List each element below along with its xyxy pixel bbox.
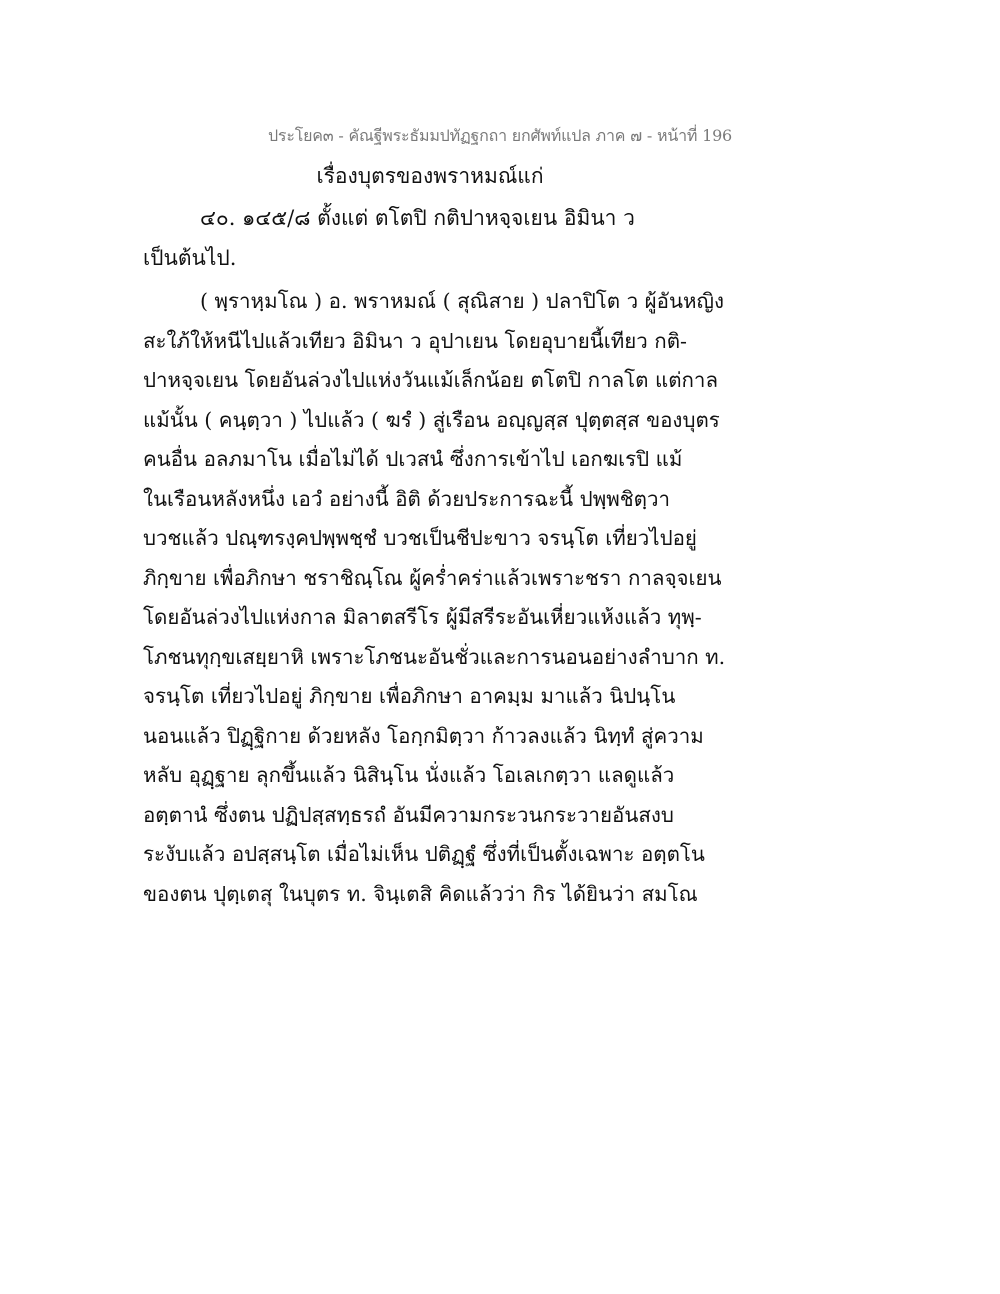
body-line: จรนฺโต เที่ยวไปอยู่ ภิกฺขาย เพื่อภิกษา อาคมฺม มาแล้ว นิปนฺโน — [143, 684, 676, 708]
body-paragraph — [143, 282, 726, 914]
body-line: แม้นั้น ( คนฺตฺวา ) ไปแล้ว ( ฆรํ ) สู่เรือน อญฺญสฺส ปุตฺตสฺส ของบุตร — [143, 407, 720, 432]
body-line: นอนแล้ว ปิฏฺฐิกาย ด้วยหลัง โอกฺกมิตฺวา ก้าวลงแล้ว นิทฺทํ สู่ความ — [143, 723, 704, 748]
body-line: ปาหจฺจเยน โดยอันล่วงไปแห่งวันแม้เล็กน้อย ตโตปิ กาลโต แต่กาล — [143, 368, 719, 392]
body-line: ภิกฺขาย เพื่อภิกษา ชราชิณฺโณ ผู้คร่ำคร่าแล้วเพราะชรา กาลจฺจเยน — [143, 565, 722, 590]
body-line: โภชนทุกฺขเสยฺยาหิ เพราะโภชนะอันชั่วและการนอนอย่างลำบาก ท. — [143, 644, 726, 669]
running-header: ประโยค๓ - คัณฐีพระธัมมปทัฏฐกถา ยกศัพท์แปล ภาค ๗ - หน้าที่ 196 — [267, 126, 733, 145]
body-line: ของตน ปุตฺเตสุ ในบุตร ท. จินฺเตสิ คิดแล้วว่า กิร ได้ยินว่า สมโณ — [143, 881, 698, 906]
story-title: เรื่องบุตรของพราหมณ์แก่ — [316, 164, 544, 188]
body-line: อตฺตานํ ซึ่งตน ปฏิปสฺสทฺธรถํ อันมีความกระวนกระวายอันสงบ — [143, 802, 674, 827]
body-line: หลับ อุฏฺฐาย ลุกขึ้นแล้ว นิสินฺโน นั่งแล้ว โอเลเกตฺวา แลดูแล้ว — [143, 763, 675, 787]
body-line: คนอื่น อลภมาโน เมื่อไม่ได้ ปเวสนํ ซึ่งการเข้าไป เอกฆเรปิ แม้ — [143, 447, 683, 471]
body-line: บวชแล้ว ปณฺฑรงฺคปพฺพชฺชํ บวชเป็นชีปะขาว จรนฺโต เที่ยวไปอยู่ — [143, 526, 697, 550]
body-line: ( พฺราหฺมโณ ) อ. พราหมณ์ ( สุณิสาย ) ปลาปิโต ว ผู้อันหญิง — [200, 289, 724, 313]
body-line: ระงับแล้ว อปสฺสนฺโต เมื่อไม่เห็น ปติฏฺฐํ ซึ่งที่เป็นตั้งเฉพาะ อตฺตโน — [143, 842, 705, 866]
body-line: สะใภ้ให้หนีไปแล้วเทียว อิมินา ว อุปาเยน โดยอุบายนี้เทียว กติ- — [143, 328, 687, 353]
body-line: ในเรือนหลังหนึ่ง เอวํ อย่างนี้ อิติ ด้วยประการฉะนี้ ปพฺพชิตฺวา — [143, 486, 670, 511]
reference-continuation: เป็นต้นไป. — [143, 246, 237, 270]
body-line: โดยอันล่วงไปแห่งกาล มิลาตสรีโร ผู้มีสรีระอันเหี่ยวแห้งแล้ว ทุพฺ- — [143, 605, 702, 629]
reference-line: ๔๐. ๑๔๕/๘ ตั้งแต่ ตโตปิ กติปาหจฺจเยน อิมินา ว — [200, 206, 635, 230]
